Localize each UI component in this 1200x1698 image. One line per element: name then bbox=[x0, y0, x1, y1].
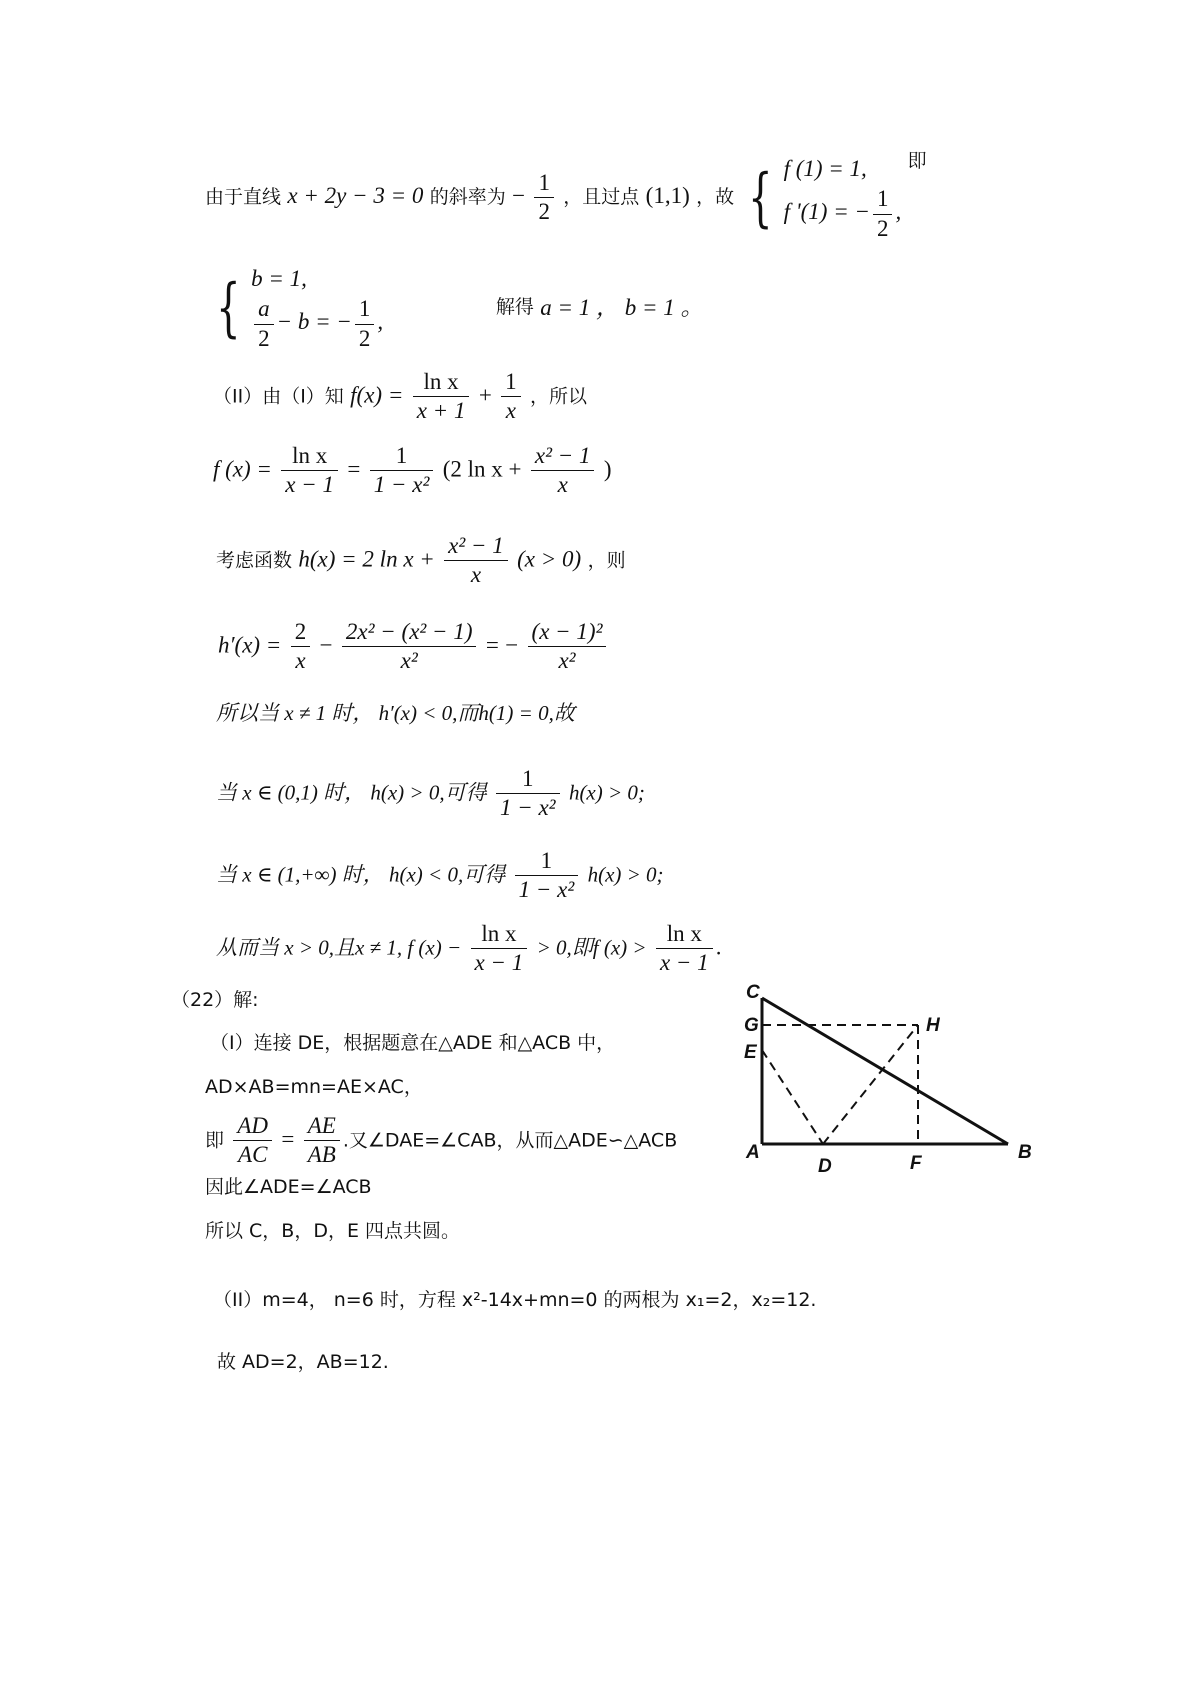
label-G: G bbox=[744, 1015, 759, 1036]
line-5: 考虑函数 h(x) = 2 ln x + $\frac{\text{x² − 1}}{x}$ (x > 0) ，则 bbox=[216, 533, 626, 588]
segment-ED bbox=[762, 1050, 823, 1144]
line-3: （II）由（I）知 f(x) = $\frac{\text{ln x}}{x + 1}$ + $\frac{1}{x}$ ，所以 bbox=[213, 369, 588, 424]
label-H: H bbox=[926, 1015, 940, 1036]
label-C: C bbox=[746, 982, 760, 1003]
label-A: A bbox=[746, 1142, 760, 1163]
text: ，所以 bbox=[530, 385, 588, 408]
fraction: $\frac{1}{2}$ bbox=[534, 169, 554, 227]
line-7: 所以当 x ≠ 1 时， h′(x) < 0,而h(1) = 0,故 bbox=[216, 701, 575, 725]
function: f (x) = bbox=[213, 456, 272, 482]
label-E: E bbox=[744, 1042, 757, 1063]
minus-sign: − bbox=[512, 183, 526, 209]
segment-CB bbox=[762, 998, 1008, 1144]
text: ，且过点 bbox=[563, 186, 640, 209]
p22-line-5: 所以 C，B，D，E 四点共圆。 bbox=[205, 1220, 461, 1242]
line-6: h′(x) = $\frac{2}{x}$ − $\frac{\text{2x² − (x² − 1)}}{\text{x²}}$ = − $\frac{\text{(x − 1)²}}{\text{x²}}$ bbox=[218, 618, 609, 676]
line-8: 当 x ∈ (0,1) 时， h(x) > 0,可得 $\frac{1}{\text{1 − x²}}$ h(x) > 0; bbox=[216, 766, 645, 821]
p22-line-1: （I）连接 DE，根据题意在△ADE 和△ACB 中， bbox=[210, 1032, 616, 1054]
text: （II）由（I）知 bbox=[213, 385, 344, 408]
text: ，故 bbox=[696, 186, 735, 209]
derivative: h′(x) = bbox=[218, 632, 282, 658]
function: h(x) = 2 ln x + bbox=[298, 546, 435, 572]
point: (1,1) bbox=[645, 183, 690, 209]
text: 由于直线 bbox=[205, 186, 282, 209]
problem-22-heading: （22）解: bbox=[171, 989, 259, 1011]
domain: (x > 0) bbox=[517, 546, 582, 572]
system-row: f '(1) = − $\frac{1}{2}$ , bbox=[783, 186, 902, 241]
p22-line-3: 即 $\frac{AD}{AC}$ = $\frac{AE}{AB}$ .又∠DAE=∠CAB，从而△ADE∽△ACB bbox=[205, 1113, 678, 1168]
left-brace: { bbox=[216, 270, 241, 345]
text: 解得 bbox=[495, 296, 534, 319]
line-10: 从而当 x > 0,且x ≠ 1, f (x) − $\frac{\text{ln x}}{x - 1}$ > 0,即f (x) > $\frac{\text{ln x}}{x - 1}$ . bbox=[216, 921, 722, 976]
p22-line-4: 因此∠ADE=∠ACB bbox=[205, 1176, 372, 1198]
line-9: 当 x ∈ (1,+∞) 时， h(x) < 0,可得 $\frac{1}{\text{1 − x²}}$ h(x) > 0; bbox=[216, 848, 664, 903]
function: f(x) = bbox=[350, 382, 404, 408]
label-D: D bbox=[818, 1156, 832, 1177]
line-4: f (x) = $\frac{\text{ln x}}{x - 1}$ = $\frac{1}{\text{1 − x²}}$ (2 ln x + $\frac{\text{x² − 1}}{x}$ ) bbox=[213, 443, 612, 498]
p22-line-7: 故 AD=2，AB=12. bbox=[217, 1351, 389, 1373]
system-row: b = 1, bbox=[251, 266, 307, 291]
text: 考虑函数 bbox=[216, 549, 293, 572]
text: ，则 bbox=[587, 549, 626, 572]
text: 的斜率为 bbox=[429, 186, 506, 209]
label-B: B bbox=[1018, 1142, 1032, 1163]
p22-line-2: AD×AB=mn=AE×AC， bbox=[205, 1076, 423, 1098]
left-brace: { bbox=[748, 160, 774, 235]
p22-line-6: （II）m=4， n=6 时，方程 x²-14x+mn=0 的两根为 x₁=2，x₂=12. bbox=[213, 1289, 817, 1311]
label-F: F bbox=[910, 1153, 922, 1174]
system-row: $\frac{a}{2}$ − b = − $\frac{1}{2}$ , bbox=[251, 295, 383, 353]
system-row: f (1) = 1, bbox=[783, 156, 867, 181]
result: a = 1 ， b = 1 。 bbox=[540, 295, 704, 321]
equation: x + 2y − 3 = 0 bbox=[287, 183, 424, 209]
text: 即 bbox=[907, 150, 927, 172]
